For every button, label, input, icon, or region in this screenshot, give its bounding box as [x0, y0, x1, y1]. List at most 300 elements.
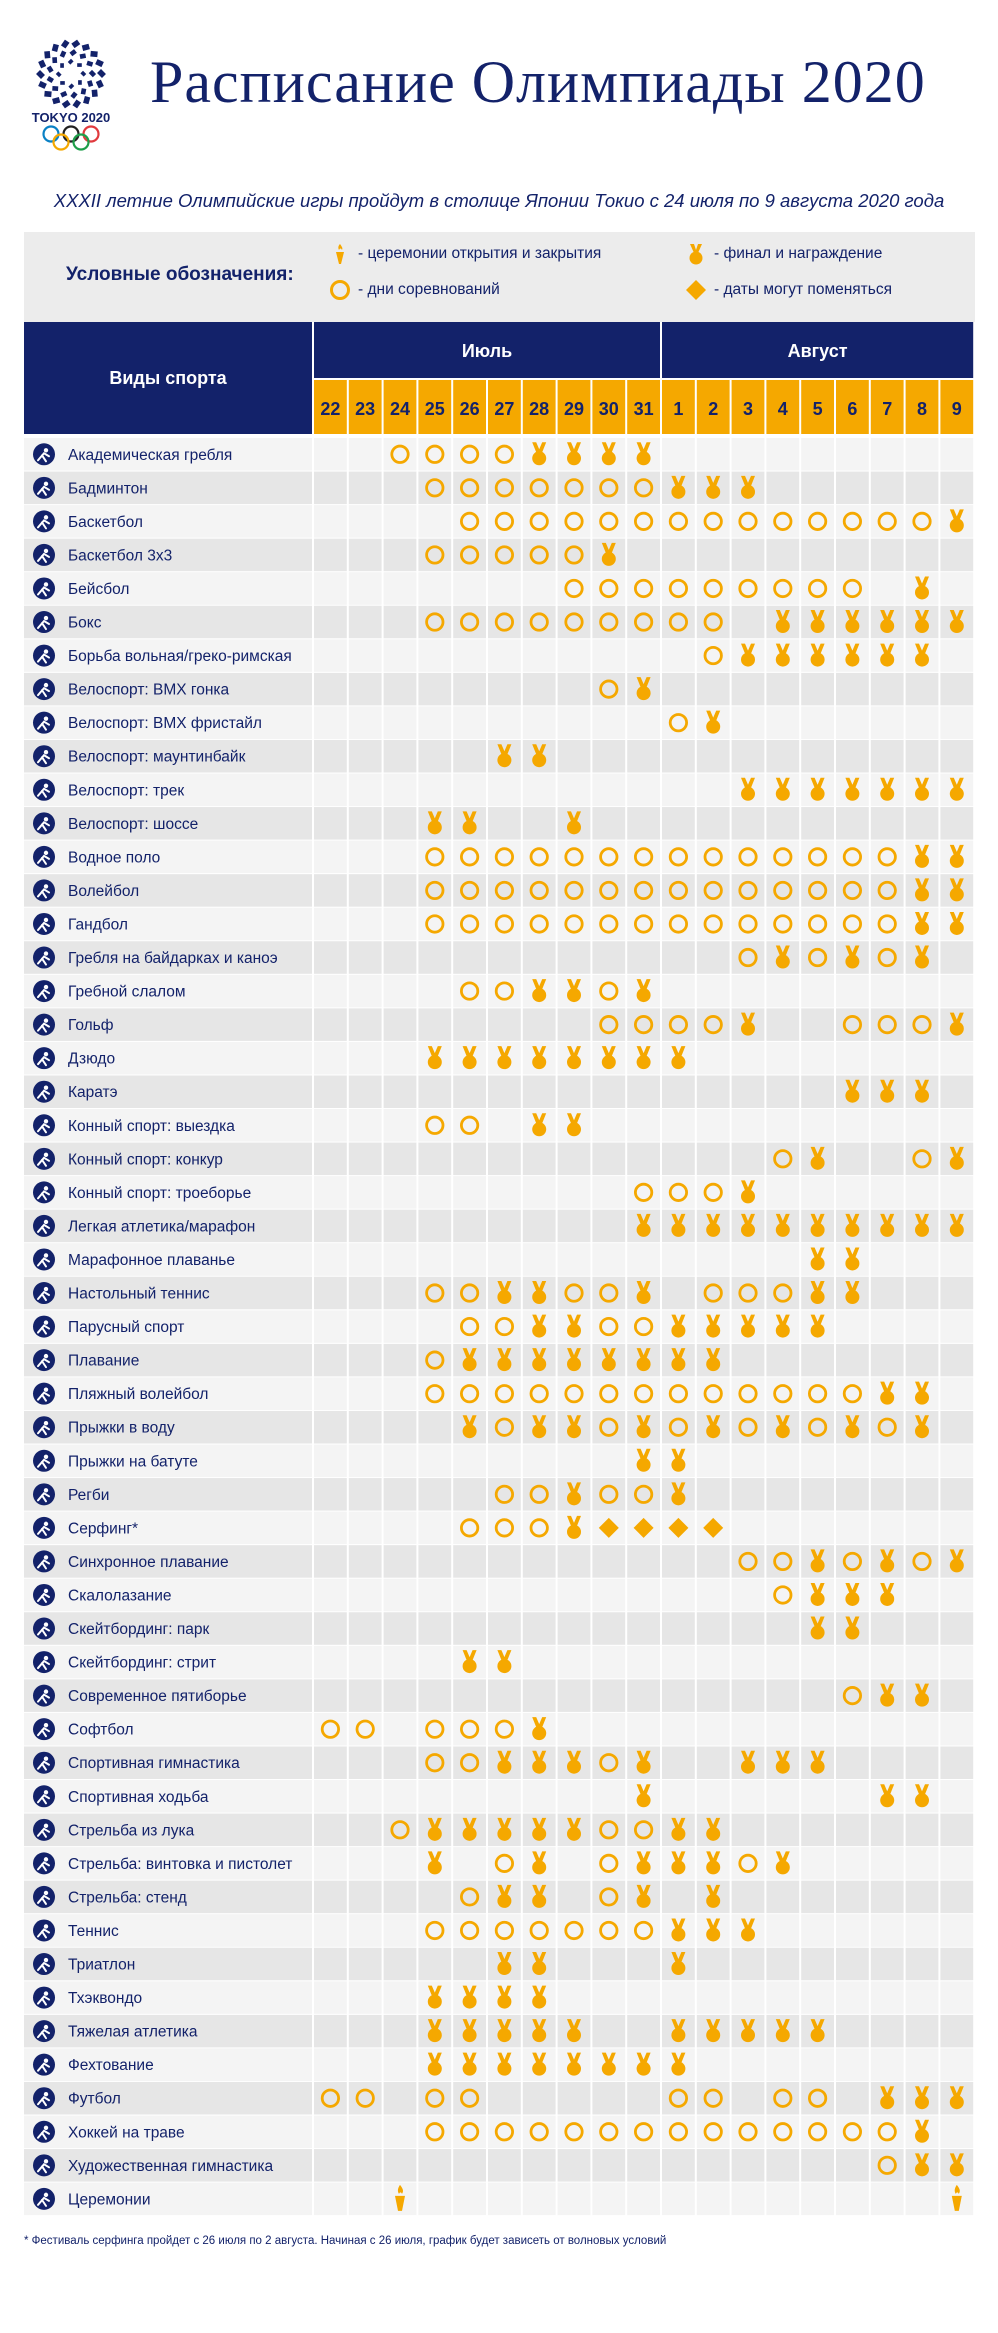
day-cell [349, 1679, 382, 1712]
day-cell [488, 673, 521, 706]
shooting-icon [33, 1852, 55, 1874]
day-cell [662, 941, 695, 974]
day-cell [418, 1075, 451, 1108]
day-cell [940, 1579, 973, 1612]
day-cell [801, 2082, 834, 2115]
day-cell [732, 1881, 765, 1914]
day-cell [801, 2149, 834, 2182]
day-cell [349, 673, 382, 706]
day-cell [627, 1679, 660, 1712]
sport-name: Велоспорт: ВМХ фристайл [68, 715, 262, 733]
day-cell [627, 1713, 660, 1746]
day-cell [662, 2149, 695, 2182]
day-cell [592, 941, 625, 974]
day-cell [592, 774, 625, 807]
day-cell [732, 975, 765, 1008]
karate-icon [33, 1081, 55, 1103]
day-cell [697, 1243, 730, 1276]
day-cell [418, 1210, 451, 1243]
day-cell [592, 673, 625, 706]
day-cell [592, 1411, 625, 1444]
day-cell [871, 2116, 904, 2149]
day-cell [314, 673, 347, 706]
day-cell [488, 774, 521, 807]
day-cell [871, 1847, 904, 1880]
day-cell [871, 1478, 904, 1511]
table-row [24, 2048, 973, 2081]
day-label: 23 [355, 399, 376, 419]
day-cell [906, 1310, 939, 1343]
sport-name: Прыжки на батуте [68, 1453, 198, 1471]
day-cell [349, 1277, 382, 1310]
table-row [24, 1914, 973, 1947]
day-cell [592, 472, 625, 505]
day-cell [662, 1545, 695, 1578]
day-cell [314, 1075, 347, 1108]
day-cell [558, 1210, 591, 1243]
day-cell [558, 941, 591, 974]
table-row [24, 2149, 973, 2182]
day-cell [940, 1914, 973, 1947]
day-cell [314, 1881, 347, 1914]
day-cell [627, 572, 660, 605]
day-cell [906, 1646, 939, 1679]
day-cell [906, 1277, 939, 1310]
day-cell [418, 1478, 451, 1511]
day-cell [523, 539, 556, 572]
day-cell [766, 572, 799, 605]
day-label: 22 [320, 399, 341, 419]
table-row [24, 1075, 973, 1108]
day-cell [627, 1612, 660, 1645]
day-cell [349, 1176, 382, 1209]
page-subtitle: XXXII летние Олимпийские игры пройдут в столице Японии Токио с 24 июля по 9 августа 2020 года [53, 190, 945, 211]
day-cell [523, 1075, 556, 1108]
day-cell [662, 572, 695, 605]
day-cell [523, 1210, 556, 1243]
day-cell [558, 1143, 591, 1176]
day-cell [697, 1042, 730, 1075]
table-row [24, 1679, 973, 1712]
day-cell [871, 908, 904, 941]
day-cell [418, 1411, 451, 1444]
day-cell [836, 1881, 869, 1914]
day-cell [592, 1579, 625, 1612]
day-cell [558, 1981, 591, 2014]
page-title: Расписание Олимпиады 2020 [150, 49, 926, 115]
day-cell [418, 1914, 451, 1947]
day-cell [418, 1445, 451, 1478]
day-cell [488, 1478, 521, 1511]
day-cell [627, 2082, 660, 2115]
day-cell [453, 1780, 486, 1813]
day-cell [836, 1344, 869, 1377]
day-cell [418, 2183, 451, 2216]
day-cell [453, 1512, 486, 1545]
day-cell [766, 673, 799, 706]
softball-icon [33, 1718, 55, 1740]
day-cell [871, 2183, 904, 2216]
day-cell [906, 1042, 939, 1075]
day-cell [418, 841, 451, 874]
day-cell [592, 1948, 625, 1981]
day-cell [384, 1679, 417, 1712]
day-cell [453, 1746, 486, 1779]
day-cell [523, 941, 556, 974]
day-cell [801, 941, 834, 974]
football-icon [33, 2087, 55, 2109]
day-cell [592, 1545, 625, 1578]
day-cell [488, 908, 521, 941]
day-cell [801, 908, 834, 941]
sport-name: Плавание [68, 1352, 140, 1370]
sport-name: Скейтбординг: стрит [68, 1654, 217, 1672]
day-cell [766, 1042, 799, 1075]
day-cell [349, 1042, 382, 1075]
day-cell [836, 1310, 869, 1343]
day-cell [906, 1243, 939, 1276]
sport-name: Гребля на байдарках и каноэ [68, 950, 278, 968]
day-cell [453, 1545, 486, 1578]
day-cell [697, 1377, 730, 1410]
day-cell [453, 1948, 486, 1981]
day-cell [592, 2149, 625, 2182]
day-cell [418, 874, 451, 907]
day-cell [697, 1109, 730, 1142]
day-cell [314, 1780, 347, 1813]
day-cell [349, 1847, 382, 1880]
athletics-icon [33, 1215, 55, 1237]
day-cell [349, 1143, 382, 1176]
day-cell [488, 1713, 521, 1746]
day-cell [662, 673, 695, 706]
day-cell [871, 1243, 904, 1276]
day-cell [418, 1948, 451, 1981]
day-cell [766, 1277, 799, 1310]
day-cell [766, 1109, 799, 1142]
day-cell [871, 1646, 904, 1679]
day-cell [732, 1109, 765, 1142]
day-cell [732, 807, 765, 840]
day-cell [349, 505, 382, 538]
day-cell [384, 1310, 417, 1343]
day-cell [558, 1713, 591, 1746]
legend-final [684, 242, 882, 266]
day-cell [836, 673, 869, 706]
day-cell [940, 1344, 973, 1377]
day-cell [871, 1981, 904, 2014]
day-cell [836, 1176, 869, 1209]
month-label: Июль [461, 341, 513, 361]
day-cell [836, 1478, 869, 1511]
day-cell [627, 1008, 660, 1041]
day-cell [488, 2082, 521, 2115]
day-cell [488, 572, 521, 605]
day-cell [384, 1176, 417, 1209]
day-cell [871, 673, 904, 706]
day-cell [906, 2015, 939, 2048]
sport-name: Гольф [68, 1017, 114, 1035]
day-cell [801, 1713, 834, 1746]
day-cell [453, 908, 486, 941]
day-cell [314, 706, 347, 739]
day-cell [558, 841, 591, 874]
day-cell [662, 1075, 695, 1108]
day-cell [940, 1109, 973, 1142]
day-cell [418, 774, 451, 807]
day-cell [697, 539, 730, 572]
day-cell [697, 1679, 730, 1712]
day-cell [488, 941, 521, 974]
sport-name: Пляжный волейбол [68, 1386, 209, 1404]
day-cell [418, 1377, 451, 1410]
day-cell [523, 1780, 556, 1813]
day-cell [732, 606, 765, 639]
day-cell [940, 673, 973, 706]
day-cell [766, 2048, 799, 2081]
day-cell [488, 1411, 521, 1444]
day-cell [314, 2149, 347, 2182]
day-cell [766, 1780, 799, 1813]
day-cell [697, 1713, 730, 1746]
day-cell [697, 1075, 730, 1108]
day-cell [558, 1075, 591, 1108]
day-cell [592, 505, 625, 538]
ceremony-icon [33, 2188, 55, 2210]
day-cell [558, 706, 591, 739]
day-cell [662, 1377, 695, 1410]
day-cell [418, 2082, 451, 2115]
day-cell [662, 2082, 695, 2115]
day-cell [836, 740, 869, 773]
day-cell [627, 1176, 660, 1209]
day-cell [732, 572, 765, 605]
day-cell [314, 1143, 347, 1176]
day-cell [906, 505, 939, 538]
table-row [24, 1344, 973, 1377]
day-cell [558, 1176, 591, 1209]
day-cell [871, 2015, 904, 2048]
table-row [24, 774, 973, 807]
day-cell [940, 539, 973, 572]
sport-name: Дзюдо [68, 1050, 116, 1068]
legend-panel [24, 232, 975, 322]
day-cell [558, 1377, 591, 1410]
day-cell [697, 1948, 730, 1981]
day-cell [662, 1746, 695, 1779]
day-cell [558, 1545, 591, 1578]
day-cell [453, 1881, 486, 1914]
day-cell [836, 472, 869, 505]
day-cell [592, 606, 625, 639]
table-row [24, 1780, 973, 1813]
day-cell [732, 2149, 765, 2182]
day-cell [349, 539, 382, 572]
day-cell [697, 807, 730, 840]
day-cell [906, 1176, 939, 1209]
day-cell [558, 1579, 591, 1612]
day-cell [940, 1612, 973, 1645]
day-cell [384, 1478, 417, 1511]
day-cell [349, 2183, 382, 2216]
day-cell [592, 1377, 625, 1410]
day-cell [766, 539, 799, 572]
day-cell [349, 2082, 382, 2115]
day-cell [523, 472, 556, 505]
schedule-table [24, 322, 975, 2226]
day-label: 27 [494, 399, 515, 419]
day-cell [766, 1143, 799, 1176]
day-cell [418, 1512, 451, 1545]
day-cell [732, 1713, 765, 1746]
artistic-swimming-icon [33, 1550, 55, 1572]
canoe-icon [33, 947, 55, 969]
day-cell [384, 1512, 417, 1545]
day-cell [801, 1814, 834, 1847]
table-row [24, 572, 973, 605]
volleyball-icon [33, 879, 55, 901]
day-cell [488, 539, 521, 572]
day-cell [906, 2048, 939, 2081]
day-cell [627, 2015, 660, 2048]
day-cell [627, 539, 660, 572]
day-cell [558, 572, 591, 605]
table-row [24, 1008, 973, 1041]
day-cell [627, 908, 660, 941]
day-cell [592, 1646, 625, 1679]
day-cell [349, 1109, 382, 1142]
day-cell [662, 1008, 695, 1041]
day-cell [906, 1344, 939, 1377]
day-cell [453, 975, 486, 1008]
day-cell [453, 438, 486, 471]
day-cell [523, 1243, 556, 1276]
day-cell [871, 472, 904, 505]
day-cell [558, 2082, 591, 2115]
day-cell [697, 1176, 730, 1209]
sport-name: Прыжки в воду [68, 1419, 175, 1437]
day-cell [592, 1914, 625, 1947]
table-row [24, 1478, 973, 1511]
day-cell [697, 841, 730, 874]
day-cell [314, 774, 347, 807]
day-cell [940, 975, 973, 1008]
day-cell [732, 706, 765, 739]
sport-name: Спортивная гимнастика [68, 1755, 240, 1773]
day-cell [453, 472, 486, 505]
day-cell [766, 1814, 799, 1847]
day-cell [871, 1512, 904, 1545]
day-cell [801, 1646, 834, 1679]
day-cell [384, 1746, 417, 1779]
day-cell [871, 941, 904, 974]
judo-icon [33, 1047, 55, 1069]
day-cell [801, 841, 834, 874]
day-cell [314, 941, 347, 974]
day-cell [349, 1746, 382, 1779]
day-cell [836, 1746, 869, 1779]
sport-name: Стрельба из лука [68, 1822, 195, 1840]
day-cell [592, 2183, 625, 2216]
day-cell [349, 1478, 382, 1511]
day-cell [836, 1008, 869, 1041]
day-cell [940, 1377, 973, 1410]
day-cell [940, 1981, 973, 2014]
weightlifting-icon [33, 2020, 55, 2042]
day-cell [697, 1746, 730, 1779]
day-cell [488, 1210, 521, 1243]
day-cell [662, 1612, 695, 1645]
day-cell [558, 740, 591, 773]
day-cell [418, 1143, 451, 1176]
day-cell [384, 1847, 417, 1880]
legend-competition [328, 278, 500, 302]
day-cell [627, 1377, 660, 1410]
day-label: 30 [598, 399, 619, 419]
day-cell [314, 807, 347, 840]
day-cell [488, 1545, 521, 1578]
day-cell [662, 539, 695, 572]
day-cell [314, 2015, 347, 2048]
sports-header-label: Виды спорта [109, 368, 227, 388]
day-cell [349, 1545, 382, 1578]
day-cell [766, 975, 799, 1008]
day-cell [940, 706, 973, 739]
day-cell [349, 1008, 382, 1041]
day-cell [488, 1176, 521, 1209]
day-cell [314, 1545, 347, 1578]
table-row [24, 1746, 973, 1779]
day-cell [523, 1679, 556, 1712]
skateboarding-street-icon [33, 1651, 55, 1673]
day-cell [871, 975, 904, 1008]
day-cell [662, 975, 695, 1008]
day-cell [349, 1512, 382, 1545]
day-cell [766, 1075, 799, 1108]
day-cell [349, 1579, 382, 1612]
day-cell [453, 2183, 486, 2216]
day-cell [453, 639, 486, 672]
day-cell [384, 1042, 417, 1075]
day-cell [697, 1646, 730, 1679]
day-cell [662, 1277, 695, 1310]
day-cell [523, 1377, 556, 1410]
day-cell [384, 572, 417, 605]
bmx-racing-icon [33, 678, 55, 700]
day-cell [697, 2149, 730, 2182]
day-cell [558, 472, 591, 505]
day-cell [801, 874, 834, 907]
day-cell [314, 975, 347, 1008]
table-row [24, 1411, 973, 1444]
day-cell [697, 1143, 730, 1176]
day-cell [766, 1176, 799, 1209]
day-label: 6 [847, 399, 858, 419]
day-label: 29 [563, 399, 585, 419]
day-cell [349, 1914, 382, 1947]
day-cell [453, 1679, 486, 1712]
day-cell [384, 1981, 417, 2014]
day-cell [906, 1948, 939, 1981]
gymnastics-icon [33, 1752, 55, 1774]
table-row [24, 1377, 973, 1410]
day-cell [836, 1042, 869, 1075]
day-cell [418, 2116, 451, 2149]
day-cell [592, 1008, 625, 1041]
day-cell [697, 1478, 730, 1511]
day-cell [384, 1814, 417, 1847]
day-cell [488, 505, 521, 538]
